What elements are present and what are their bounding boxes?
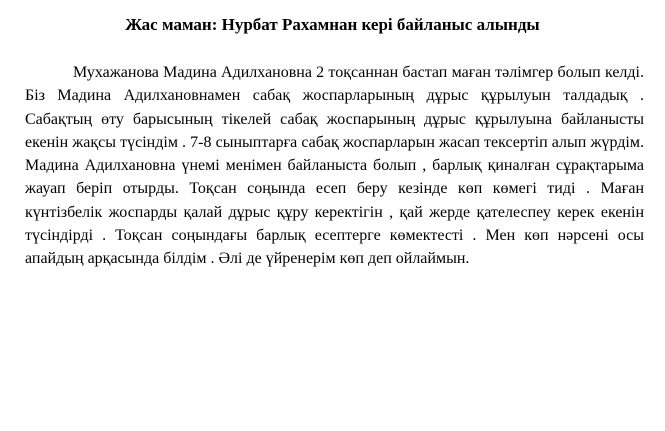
document-title: Жас маман: Нурбат Рахамнан кері байланыс алынды bbox=[125, 15, 540, 34]
document-paragraph: Мухажанова Мадина Адилхановна 2 тоқсаннан бастап маған тәлімгер болып келді. Біз Мадина Адилхановнамен сабақ жоспарларының дұрыс құрылуын талдадық . Сабақтың өту барысының тікелей сабақ жоспарының дұрыс құрылуына байланысты екенін жақсы түсіндім . 7-8 сыныптарға сабақ жоспарларын жасап тексертіп алып жүрдім. Мадина Адилхановна үнемі менімен байланыста болып , барлық қиналған сұрақтарыма жауап беріп отырды. Тоқсан соңында есеп беру кезінде көп көмегі тиді . Маған күнтізбелік жоспарды қалай дұрыс құру керектігін , қай жерде қателеспеу керек екенін түсіндірді . Тоқсан соңындағы барлық есептерге көмектесті . Мен көп нәрсені осы апайдың арқасында білдім . Әлі де үйренерім көп деп ойлаймын. bbox=[25, 64, 644, 268]
